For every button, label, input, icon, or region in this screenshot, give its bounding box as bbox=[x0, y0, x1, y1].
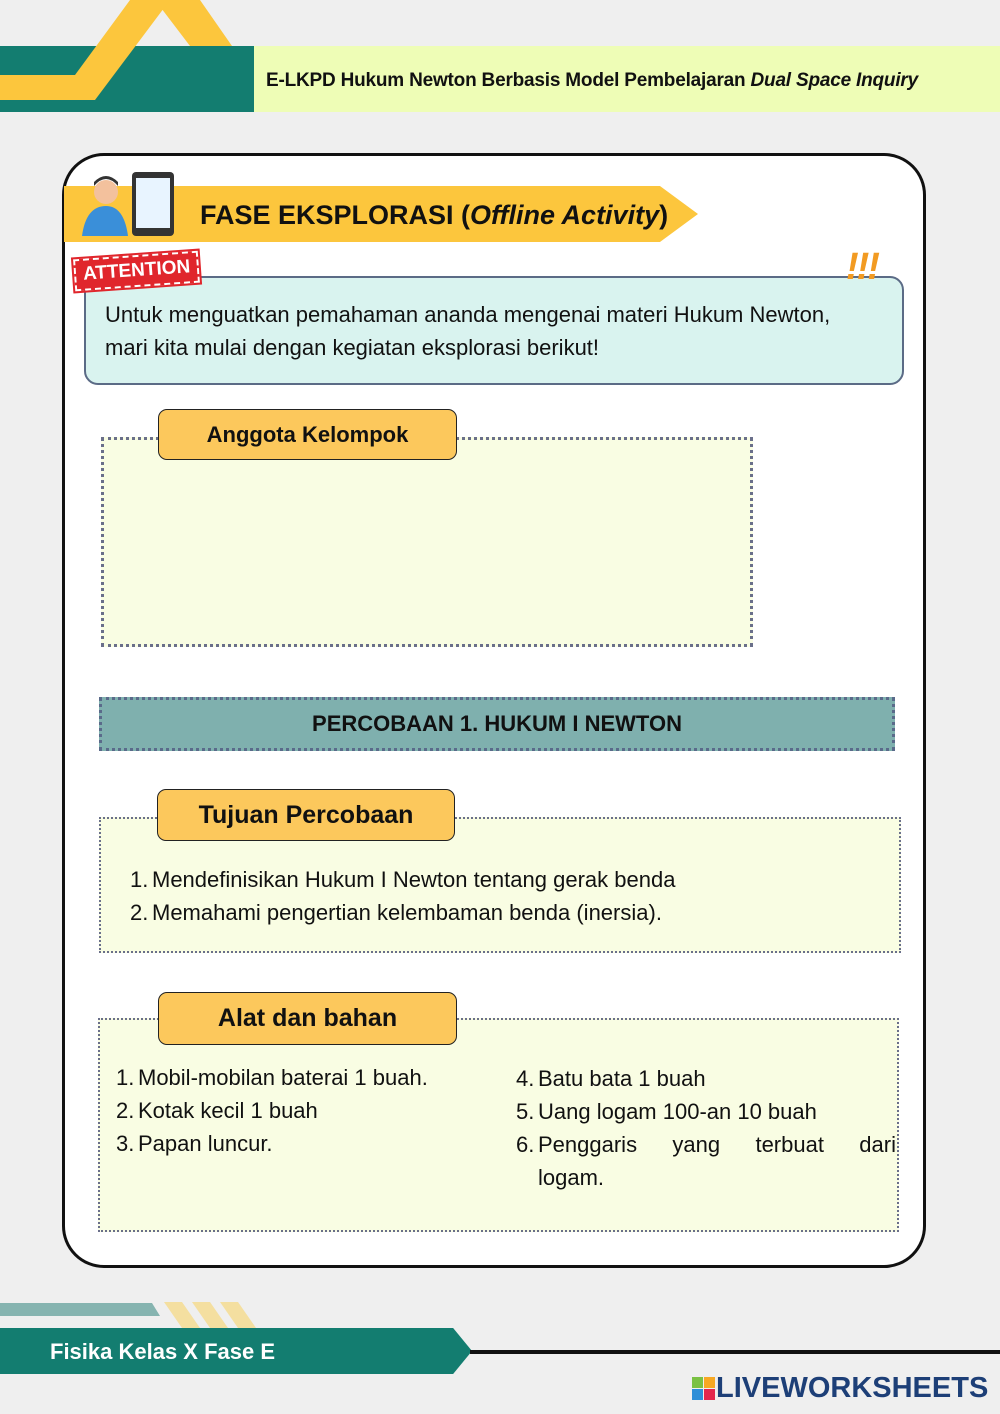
tool-number: 5. bbox=[516, 1099, 535, 1124]
goal-number: 2. bbox=[130, 900, 149, 925]
phase-title bbox=[200, 200, 668, 231]
footer-text: Fisika Kelas X Fase E bbox=[50, 1339, 276, 1364]
tool-text: Mobil-mobilan baterai 1 buah. bbox=[138, 1065, 428, 1090]
group-members-input[interactable] bbox=[101, 437, 753, 647]
phase-title-text: FASE EKSPLORASI ( bbox=[200, 200, 471, 230]
tool-text: Batu bata 1 buah bbox=[538, 1066, 706, 1091]
tool-item bbox=[116, 1061, 496, 1094]
tool-number: 6. bbox=[516, 1132, 535, 1157]
tool-item bbox=[516, 1095, 896, 1128]
tool-text: Kotak kecil 1 buah bbox=[138, 1098, 318, 1123]
goal-number: 1. bbox=[130, 867, 149, 892]
tool-number: 4. bbox=[516, 1066, 535, 1091]
tool-item bbox=[116, 1127, 496, 1160]
goal-text: Mendefinisikan Hukum I Newton tentang gerak benda bbox=[152, 867, 676, 892]
group-members-label: Anggota Kelompok bbox=[158, 409, 457, 460]
footer-stripes-decoration bbox=[160, 1302, 270, 1328]
tool-text: Penggaris yang terbuat dari logam. bbox=[538, 1132, 896, 1190]
attention-badge: ATTENTION bbox=[73, 251, 200, 292]
footer-stripe bbox=[0, 1303, 160, 1316]
goal-text: Memahami pengertian kelembaman benda (inersia). bbox=[152, 900, 662, 925]
tool-text: Papan luncur. bbox=[138, 1131, 273, 1156]
header-decoration bbox=[0, 0, 260, 115]
liveworksheets-logo bbox=[692, 1372, 988, 1405]
header-title-text: E-LKPD Hukum Newton Berbasis Model Pembelajaran bbox=[266, 70, 751, 91]
liveworksheets-brand: LIVEWORKSHEETS bbox=[716, 1372, 989, 1404]
tool-item bbox=[116, 1094, 496, 1127]
header-title bbox=[266, 70, 918, 92]
student-phone-illustration-icon bbox=[78, 172, 178, 238]
tool-number: 2. bbox=[116, 1098, 135, 1123]
tools-list-right bbox=[516, 1062, 896, 1194]
tools-label: Alat dan bahan bbox=[158, 992, 457, 1045]
phase-title-italic: Offline Activity bbox=[470, 200, 660, 230]
header-title-italic: Dual Space Inquiry bbox=[750, 70, 918, 91]
goal-item bbox=[130, 896, 675, 929]
tool-number: 1. bbox=[116, 1065, 135, 1090]
tools-list-left bbox=[116, 1061, 496, 1160]
tool-item bbox=[516, 1062, 896, 1095]
tool-number: 3. bbox=[116, 1131, 135, 1156]
experiment-title: PERCOBAAN 1. HUKUM I NEWTON bbox=[99, 697, 895, 751]
footer-line bbox=[470, 1350, 1000, 1354]
goals-list bbox=[130, 863, 675, 929]
goal-item bbox=[130, 863, 675, 896]
liveworksheets-logo-icon bbox=[692, 1377, 716, 1401]
goals-label: Tujuan Percobaan bbox=[157, 789, 455, 841]
tool-item bbox=[516, 1128, 896, 1194]
attention-text: Untuk menguatkan pemahaman ananda mengenai materi Hukum Newton, mari kita mulai dengan kegiatan eksplorasi berikut! bbox=[105, 302, 831, 360]
phase-title-end: ) bbox=[659, 200, 669, 230]
exclamation-icon: !!! bbox=[846, 246, 878, 288]
tool-text: Uang logam 100-an 10 buah bbox=[538, 1099, 817, 1124]
